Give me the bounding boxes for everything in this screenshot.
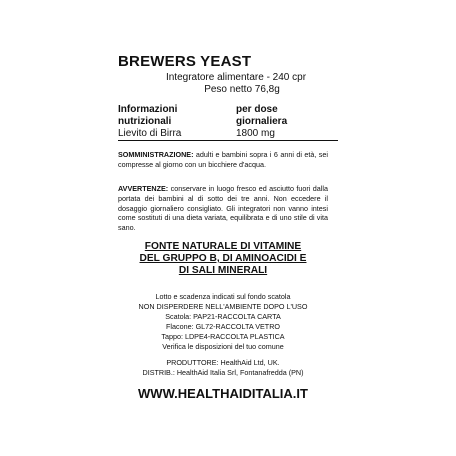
info-line: Scatola: PAP21-RACCOLTA CARTA — [165, 312, 281, 321]
warnings-text — [118, 184, 328, 233]
administration-text — [118, 150, 328, 170]
nutrition-header-left-2: nutrizionali — [118, 116, 172, 127]
nutrition-value-row — [118, 128, 338, 141]
warnings-body: conservare in luogo fresco ed asciutto fuori dalla portata dei bambini al di sotto dei tre anni. Non eccedere il dosaggio giornaliero consigliato. Gli integratori non vanno intesi come sostituti di una dieta variata, equilibrata e di uno stile di vita sano. — [118, 184, 328, 233]
product-subtitle: Integratore alimentare - 240 cpr — [165, 72, 307, 83]
producer-info — [118, 358, 328, 378]
source-line-2: DEL GRUPPO B, DI AMINOACIDI E — [139, 253, 307, 264]
ingredient-name: Lievito di Birra — [118, 128, 182, 139]
nutrition-header-row — [118, 104, 338, 116]
info-line: Flacone: GL72-RACCOLTA VETRO — [166, 322, 280, 331]
producer-line: PRODUTTORE: HealthAid Ltd, UK. — [166, 358, 280, 367]
source-line-3: DI SALI MINERALI — [178, 265, 268, 276]
natural-source-heading — [118, 241, 328, 277]
nutrition-header-row-2 — [118, 116, 338, 128]
info-line: Verifica le disposizioni del tuo comune — [162, 342, 284, 351]
warnings-label: AVVERTENZE: — [118, 184, 169, 193]
nutrition-table — [118, 104, 338, 141]
info-line: Lotto e scadenza indicati sul fondo scatola — [155, 292, 291, 301]
disposal-info — [118, 292, 328, 352]
administration-label: SOMMINISTRAZIONE: — [118, 150, 194, 159]
nutrition-header-right: per dose — [236, 104, 278, 115]
website-url: WWW.HEALTHAIDITALIA.IT — [138, 386, 308, 401]
source-line-1: FONTE NATURALE DI VITAMINE — [144, 241, 302, 252]
distributor-line: DISTRIB.: HealthAid Italia Srl, Fontanafredda (PN) — [142, 368, 304, 377]
info-line: NON DISPERDERE NELL'AMBIENTE DOPO L'USO — [138, 302, 308, 311]
net-weight: Peso netto 76,8g — [204, 84, 280, 95]
administration-body: adulti e bambini sopra i 6 anni di età, sei compresse al giorno con un bicchiere d'acqua. — [118, 150, 328, 169]
info-line: Tappo: LDPE4-RACCOLTA PLASTICA — [161, 332, 285, 341]
ingredient-amount: 1800 mg — [236, 128, 275, 139]
nutrition-header-left: Informazioni — [118, 104, 178, 115]
product-name: BREWERS YEAST — [118, 53, 252, 70]
nutrition-header-right-2: giornaliera — [236, 116, 288, 127]
